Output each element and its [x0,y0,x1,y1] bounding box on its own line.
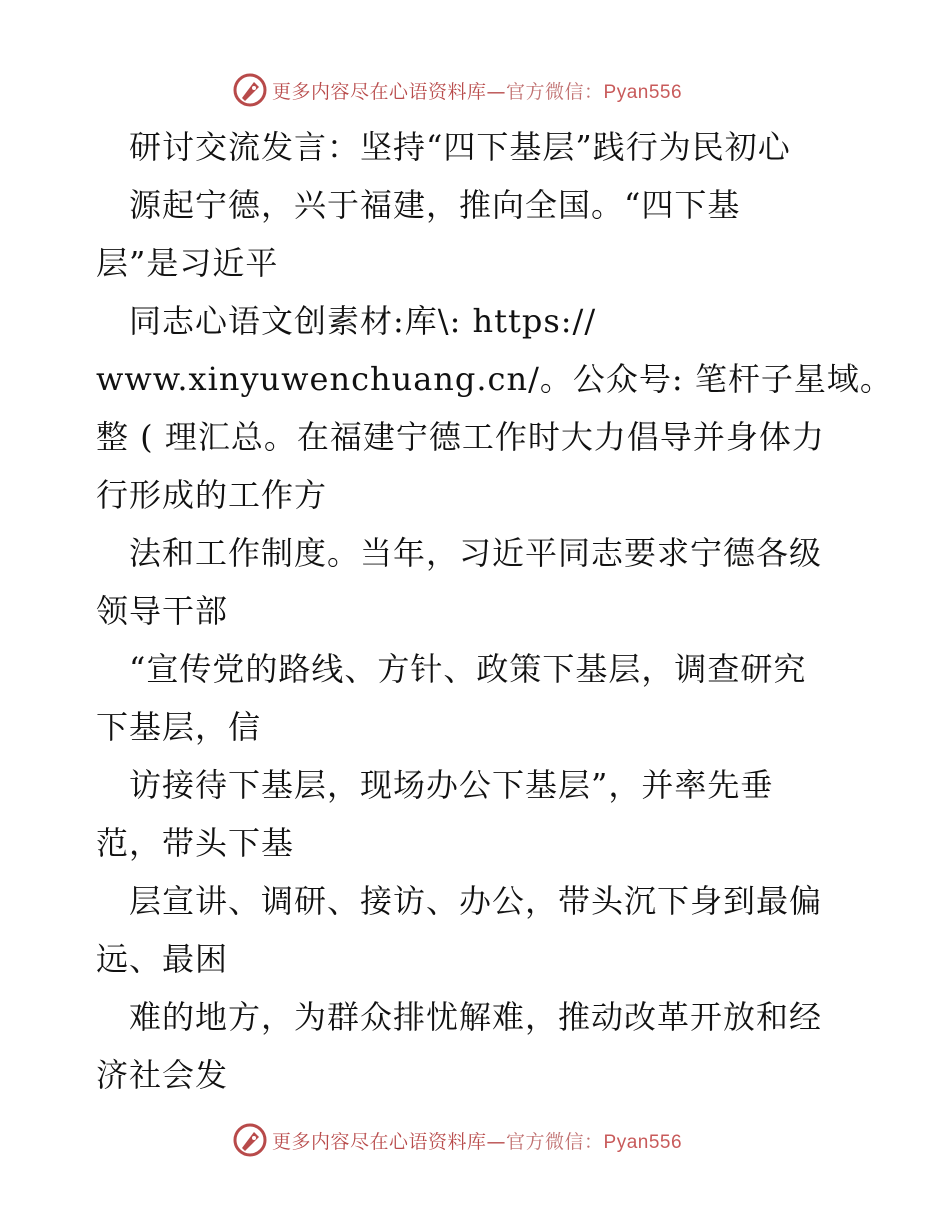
text-line: 下基层，信 [96,708,262,746]
banner-wechat-id: Pyan556 [603,81,683,103]
banner-dash: — [486,1130,507,1153]
text-line: 法和工作制度。当年，习近平同志要求宁德各级 [96,534,823,572]
pen-nib-logo-icon [232,72,268,108]
text-line: 访接待下基层，现场办公下基层”，并率先垂 [96,766,774,804]
text-line: 领导干部 [96,592,229,630]
banner-wechat-id: Pyan556 [603,1131,683,1153]
text-line: 同志心语文创素材:库\: https:// [96,302,597,340]
text-line: 范，带头下基 [96,824,295,862]
text-line: 研讨交流发言：坚持“四下基层”践行为民初心 [96,128,791,166]
banner-wechat-label: 官方微信： [506,80,604,103]
banner-dash: — [486,80,507,103]
text-line: 行形成的工作方 [96,476,328,514]
pen-nib-logo-icon [232,1122,268,1158]
text-line: 层”是习近平 [96,244,279,282]
text-line: 整 ( 理汇总。在福建宁德工作时大力倡导并身体力 [96,418,825,456]
text-line: www.xinyuwenchuang.cn/。公众号: 笔杆子星域。 [96,360,893,398]
text-line: 济社会发 [96,1056,229,1094]
banner-wechat-label: 官方微信： [506,1130,604,1153]
banner-title: 更多内容尽在心语资料库 [272,80,487,103]
text-line: 源起宁德，兴于福建，推向全国。“四下基 [96,186,741,224]
text-line: 远、最困 [96,940,229,978]
text-line: 层宣讲、调研、接访、办公，带头沉下身到最偏 [96,882,823,920]
text-line: 难的地方，为群众排忧解难，推动改革开放和经 [96,998,823,1036]
text-line: “宣传党的路线、方针、政策下基层，调查研究 [96,650,807,688]
header-banner [232,70,752,110]
footer-banner [232,1120,752,1160]
banner-title: 更多内容尽在心语资料库 [272,1130,487,1153]
